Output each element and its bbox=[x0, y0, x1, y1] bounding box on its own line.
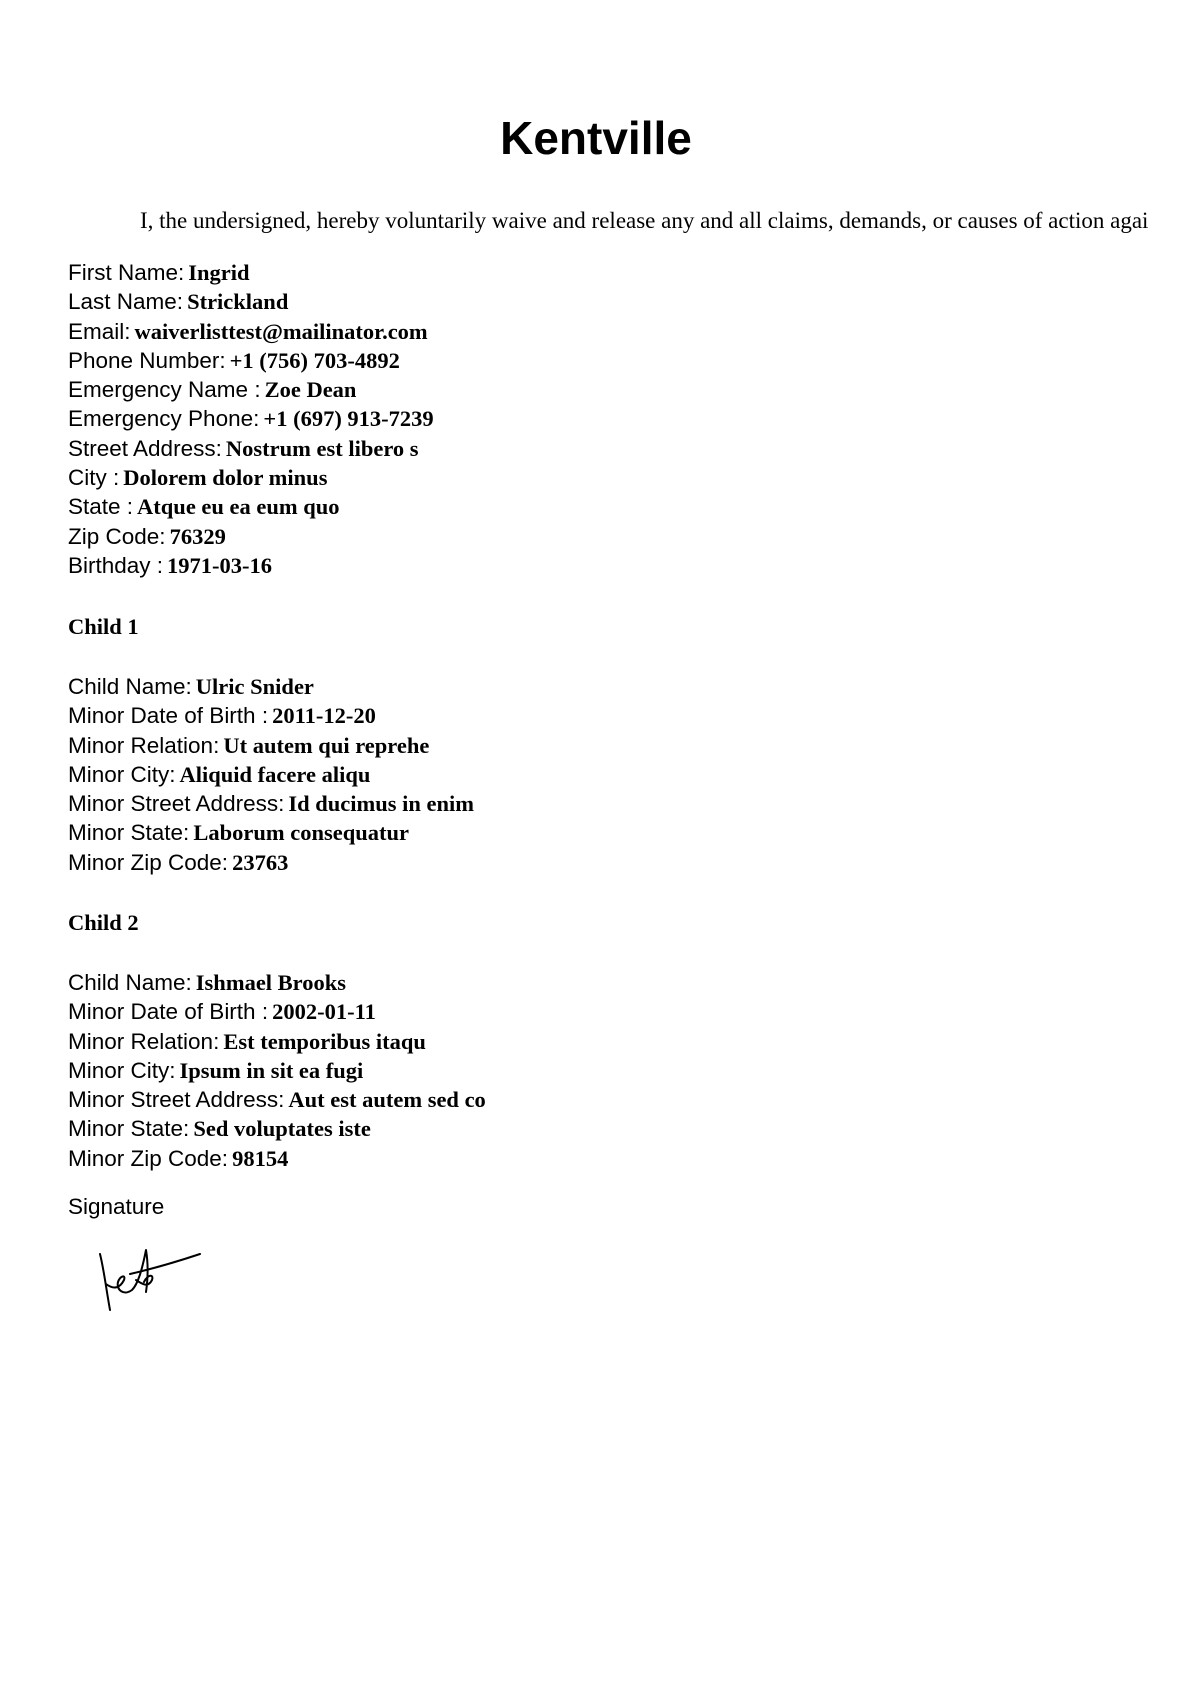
participant-field-row bbox=[68, 463, 434, 492]
child-2-field-label: Minor Date of Birth : bbox=[68, 999, 269, 1025]
child-1-field-row bbox=[68, 818, 474, 847]
child-2-field-value: Est temporibus itaqu bbox=[223, 1028, 426, 1054]
child-1-field-label: Minor Zip Code: bbox=[68, 849, 229, 875]
child-1-field-value: Ulric Snider bbox=[195, 674, 314, 699]
child-1-field-row bbox=[68, 760, 474, 789]
child-1-field-value: Aliquid facere aliqu bbox=[179, 761, 371, 787]
child-1-field-value: 23763 bbox=[232, 849, 289, 875]
participant-field-row bbox=[68, 375, 434, 404]
child-1-field-label: Child Name: bbox=[68, 674, 192, 699]
participant-field-row bbox=[68, 258, 434, 287]
participant-field-value: waiverlisttest@mailinator.com bbox=[134, 318, 428, 344]
participant-field-label: Street Address: bbox=[68, 435, 222, 461]
signature-label: Signature bbox=[68, 1194, 165, 1219]
child-1-field-label: Minor Date of Birth : bbox=[68, 703, 269, 729]
participant-field-row bbox=[68, 287, 434, 316]
child-1-field-label: Minor Relation: bbox=[68, 732, 220, 758]
child-1-field-value: Ut autem qui reprehe bbox=[223, 732, 430, 758]
child-2-field-label: Minor Street Address: bbox=[68, 1087, 285, 1113]
child-2-field-value: 2002-01-11 bbox=[272, 999, 376, 1025]
child-2-field-row bbox=[68, 1027, 486, 1056]
participant-field-label: Phone Number: bbox=[68, 347, 226, 373]
participant-field-row bbox=[68, 522, 434, 551]
participant-field-label: Birthday : bbox=[68, 552, 164, 578]
participant-field-label: Last Name: bbox=[68, 289, 184, 315]
child-1-fields bbox=[68, 672, 474, 877]
participant-field-label: State : bbox=[68, 494, 134, 520]
participant-field-label: First Name: bbox=[68, 260, 185, 285]
child-1-field-label: Minor City: bbox=[68, 761, 176, 787]
participant-field-row bbox=[68, 404, 434, 433]
child-1-field-row bbox=[68, 701, 474, 730]
participant-field-label: Zip Code: bbox=[68, 523, 166, 549]
child-2-field-label: Minor Relation: bbox=[68, 1028, 220, 1054]
participant-fields bbox=[68, 258, 434, 580]
child-1-field-row bbox=[68, 789, 474, 818]
participant-field-label: Email: bbox=[68, 318, 131, 344]
child-2-field-row bbox=[68, 1144, 486, 1173]
document-title: Kentville bbox=[500, 112, 692, 164]
child-2-field-value: Sed voluptates iste bbox=[193, 1116, 371, 1142]
child-1-heading: Child 1 bbox=[68, 614, 139, 639]
child-2-field-row bbox=[68, 968, 486, 997]
participant-field-label: City : bbox=[68, 465, 120, 491]
child-1-field-row bbox=[68, 731, 474, 760]
child-1-field-row bbox=[68, 848, 474, 877]
child-2-heading: Child 2 bbox=[68, 910, 139, 935]
participant-field-label: Emergency Phone: bbox=[68, 406, 260, 432]
child-2-field-row bbox=[68, 1085, 486, 1114]
participant-field-row bbox=[68, 492, 434, 521]
child-2-field-value: Aut est autem sed co bbox=[288, 1087, 486, 1113]
child-2-field-value: 98154 bbox=[232, 1145, 289, 1171]
waiver-intro-text: I, the undersigned, hereby voluntarily waive and release any and all claims, demands, or causes of action agai bbox=[140, 208, 1149, 233]
participant-field-value: Strickland bbox=[187, 289, 289, 315]
signature-image bbox=[96, 1240, 216, 1320]
child-2-field-label: Minor State: bbox=[68, 1116, 190, 1142]
child-2-field-row bbox=[68, 997, 486, 1026]
participant-field-value: Dolorem dolor minus bbox=[123, 465, 328, 491]
child-2-field-label: Child Name: bbox=[68, 970, 192, 995]
participant-field-row bbox=[68, 434, 434, 463]
child-2-field-value: Ishmael Brooks bbox=[195, 970, 347, 995]
child-2-field-row bbox=[68, 1056, 486, 1085]
participant-field-row bbox=[68, 346, 434, 375]
child-2-field-label: Minor Zip Code: bbox=[68, 1145, 229, 1171]
child-2-field-row bbox=[68, 1114, 486, 1143]
child-1-field-value: Id ducimus in enim bbox=[288, 791, 475, 817]
child-2-field-value: Ipsum in sit ea fugi bbox=[179, 1057, 364, 1083]
child-1-field-label: Minor State: bbox=[68, 820, 190, 846]
participant-field-row bbox=[68, 551, 434, 580]
child-1-field-value: 2011-12-20 bbox=[272, 703, 376, 729]
child-2-fields bbox=[68, 968, 486, 1173]
child-2-field-label: Minor City: bbox=[68, 1057, 176, 1083]
participant-field-value: 1971-03-16 bbox=[167, 552, 273, 578]
child-1-field-label: Minor Street Address: bbox=[68, 791, 285, 817]
participant-field-value: Atque eu ea eum quo bbox=[137, 494, 340, 520]
child-1-field-value: Laborum consequatur bbox=[193, 820, 409, 846]
participant-field-value: 76329 bbox=[169, 523, 226, 549]
participant-field-value: +1 (756) 703-4892 bbox=[229, 347, 400, 373]
participant-field-value: Nostrum est libero s bbox=[225, 435, 419, 461]
participant-field-row bbox=[68, 317, 434, 346]
participant-field-value: Ingrid bbox=[188, 260, 250, 285]
participant-field-value: Zoe Dean bbox=[264, 377, 357, 403]
participant-field-value: +1 (697) 913-7239 bbox=[263, 406, 434, 432]
child-1-field-row bbox=[68, 672, 474, 701]
participant-field-label: Emergency Name : bbox=[68, 377, 261, 403]
